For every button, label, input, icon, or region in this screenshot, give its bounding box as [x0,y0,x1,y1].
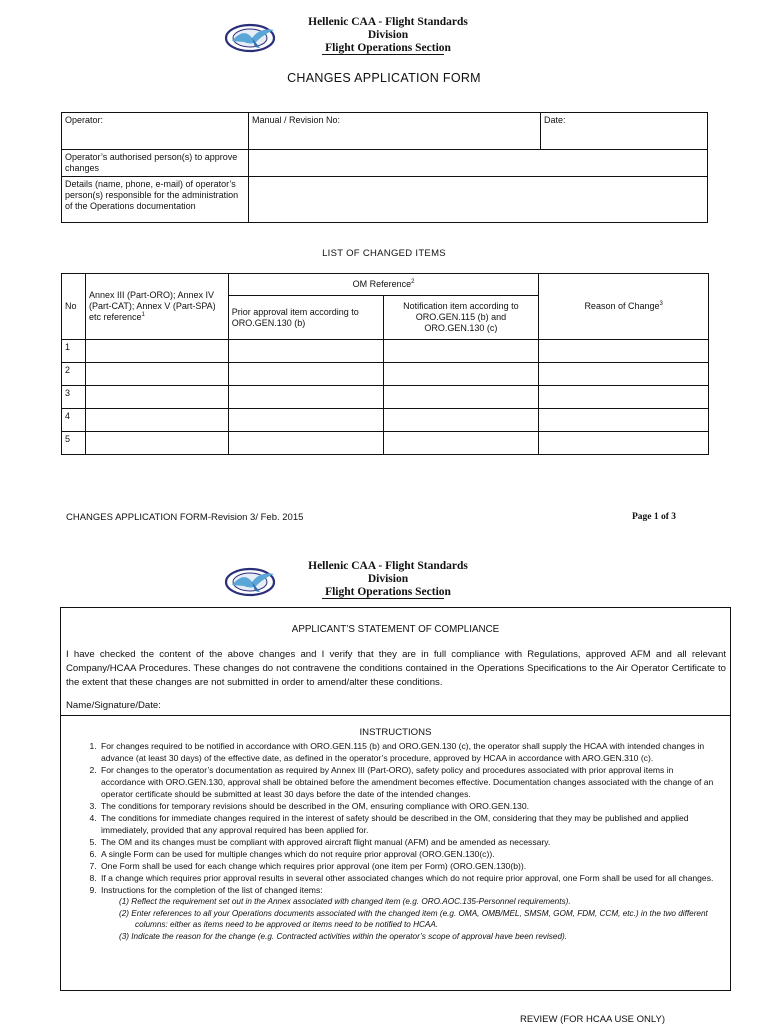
col-reason-text: Reason of Change [584,301,660,311]
authorised-person-field[interactable] [249,150,708,177]
box-divider [61,715,730,716]
review-label: REVIEW (FOR HCAA USE ONLY) [520,1014,665,1025]
date-label: Date: [544,115,566,125]
table-row [62,340,709,363]
row-notif-cell[interactable] [383,363,539,386]
compliance-box [60,607,731,991]
row-notif-cell[interactable] [383,409,539,432]
header-line1: Hellenic CAA - Flight Standards Division [308,560,468,585]
instruction-item: Instructions for the completion of the list of changed items: [101,885,323,895]
instruction-subitem: (1) Reflect the requirement set out in the Annex associated with changed item (e.g. ORO.AOC.135-Personnel requirements). [119,897,571,906]
instruction-item: 6. A single Form can be used for multiple changes which do not require prior approval (ORO.GEN.130(c)). [99,848,720,860]
row-reason-cell[interactable] [539,340,709,363]
footer-revision: CHANGES APPLICATION FORM-Revision 3/ Feb. 2015 [66,512,304,523]
hcaa-logo-icon [222,562,282,602]
col-om-header [228,274,539,296]
table-row [62,386,709,409]
hcaa-logo-icon [222,18,282,58]
authorised-person-label: Operator’s authorised person(s) to approve changes [62,150,249,177]
instruction-item: 5. The OM and its changes must be compliant with approved aircraft flight manual (AFM) and be amended as necessary. [99,836,720,848]
instruction-subitem: (2) Enter references to all your Operations documents associated with the changed item (e.g. OMA, OMB/MEL, SMSM, GOM, FDM, CCM, etc.) in the two different columns: either as items need to be approved or items need to be notified to HCAA. [119,908,708,930]
row-number: 5 [62,432,86,455]
instruction-item: 7. One Form shall be used for each change which requires prior approval (one item per Form) (ORO.GEN.130(b)). [99,860,720,872]
changed-items-table [61,273,709,455]
row-prior-cell[interactable] [228,409,383,432]
instruction-subitems [101,896,720,942]
col-om-sup: 2 [411,279,415,285]
instruction-item: 8. If a change which requires prior approval results in several other associated changes which do not require prior approval, one Form shall be used for all changes. [99,872,720,884]
col-reason-sup: 3 [659,301,663,307]
page-header-2 [222,560,552,604]
instruction-item: 3. The conditions for temporary revisions should be described in the OM, ensuring compliance with ORO.GEN.130. [99,800,720,812]
operator-cell[interactable] [62,113,249,150]
instruction-item-9 [99,884,720,942]
col-reason-header [539,274,709,340]
row-notif-cell[interactable] [383,340,539,363]
form-title: CHANGES APPLICATION FORM [287,71,481,85]
responsible-person-field[interactable] [249,177,708,223]
row-prior-cell[interactable] [228,386,383,409]
row-annex-cell[interactable] [85,432,228,455]
row-notif-cell[interactable] [383,432,539,455]
instructions-list [79,740,720,942]
row-number: 4 [62,409,86,432]
row-annex-cell[interactable] [85,363,228,386]
row-notif-cell[interactable] [383,386,539,409]
table-row [62,409,709,432]
row-number: 3 [62,386,86,409]
row-annex-cell[interactable] [85,409,228,432]
row-prior-cell[interactable] [228,340,383,363]
signature-label: Name/Signature/Date: [66,700,161,711]
instruction-subitem: (3) Indicate the reason for the change (e.g. Contracted activities within the operator’s scope of approval have been revised). [119,931,567,941]
manual-revision-label: Manual / Revision No: [252,115,341,125]
header-line1: Hellenic CAA - Flight Standards Division [308,16,468,41]
row-reason-cell[interactable] [539,386,709,409]
col-annex-sup: 1 [141,312,145,318]
table-row [62,363,709,386]
row-number: 1 [62,340,86,363]
instruction-item: 4. The conditions for immediate changes required in the interest of safety should be described in the OM, considering that they may be published and applied immediately, provided that any approval required has been applied for. [99,812,720,836]
row-annex-cell[interactable] [85,386,228,409]
row-prior-cell[interactable] [228,363,383,386]
date-cell[interactable] [541,113,708,150]
page-header [222,16,552,60]
operator-label: Operator: [65,115,104,125]
header-rule [322,598,444,599]
row-reason-cell[interactable] [539,363,709,386]
row-prior-cell[interactable] [228,432,383,455]
instructions-title: INSTRUCTIONS [359,727,432,738]
col-annex-text: Annex III (Part-ORO); Annex IV (Part-CAT); Annex V (Part-SPA) etc reference [88,290,216,322]
manual-revision-cell[interactable] [249,113,541,150]
row-number: 2 [62,363,86,386]
col-notification-header: Notification item according to ORO.GEN.115 (b) and ORO.GEN.130 (c) [383,296,539,340]
col-annex-header [85,274,228,340]
row-reason-cell[interactable] [539,409,709,432]
header-rule [322,54,444,55]
header-line2: Flight Operations Section [325,42,451,54]
footer-page-number: Page 1 of 3 [632,512,677,522]
col-om-text: OM Reference [352,279,412,289]
responsible-person-label: Details (name, phone, e-mail) of operator’s person(s) responsible for the administration of the Operations documentation [62,177,249,223]
header-org [288,16,488,55]
instruction-item: 1. For changes required to be notified in accordance with ORO.GEN.115 (b) and ORO.GEN.130 (c), the operator shall supply the HCAA with intended changes in advance (at least 30 days) of the effective date, as defined in the operator’s procedure, approved by HCAA in accordance with ARO.GEN.310 (c). [99,740,720,764]
list-title: LIST OF CHANGED ITEMS [322,248,446,259]
row-reason-cell[interactable] [539,432,709,455]
table-row [62,432,709,455]
header-line2: Flight Operations Section [325,586,451,598]
statement-body: I have checked the content of the above changes and I verify that they are in full compliance with Regulations, approved AFM and all relevant Company/HCAA Procedures. These changes do not contravene the conditions contained in the Operations Specifications to the Air Operator Certificate to the extent that these changes are not submitted in order to amend/alter these conditions. [66,649,726,688]
row-annex-cell[interactable] [85,340,228,363]
statement-title: APPLICANT’S STATEMENT OF COMPLIANCE [291,624,500,635]
col-no-header: No [62,274,86,340]
header-org-2 [288,560,488,599]
operator-table [61,112,708,223]
instruction-item: 2. For changes to the operator’s documentation as required by Annex III (Part-ORO), safety policy and procedures associated with prior approval items in accordance with ORO.GEN.130, approval shall be obtained before the amendment becomes effective. Documentation changes associated with the change of an operator certificate should be submitted at least 30 days before the date of the intended changes. [99,764,720,800]
col-prior-approval-header: Prior approval item according to ORO.GEN.130 (b) [228,296,383,340]
